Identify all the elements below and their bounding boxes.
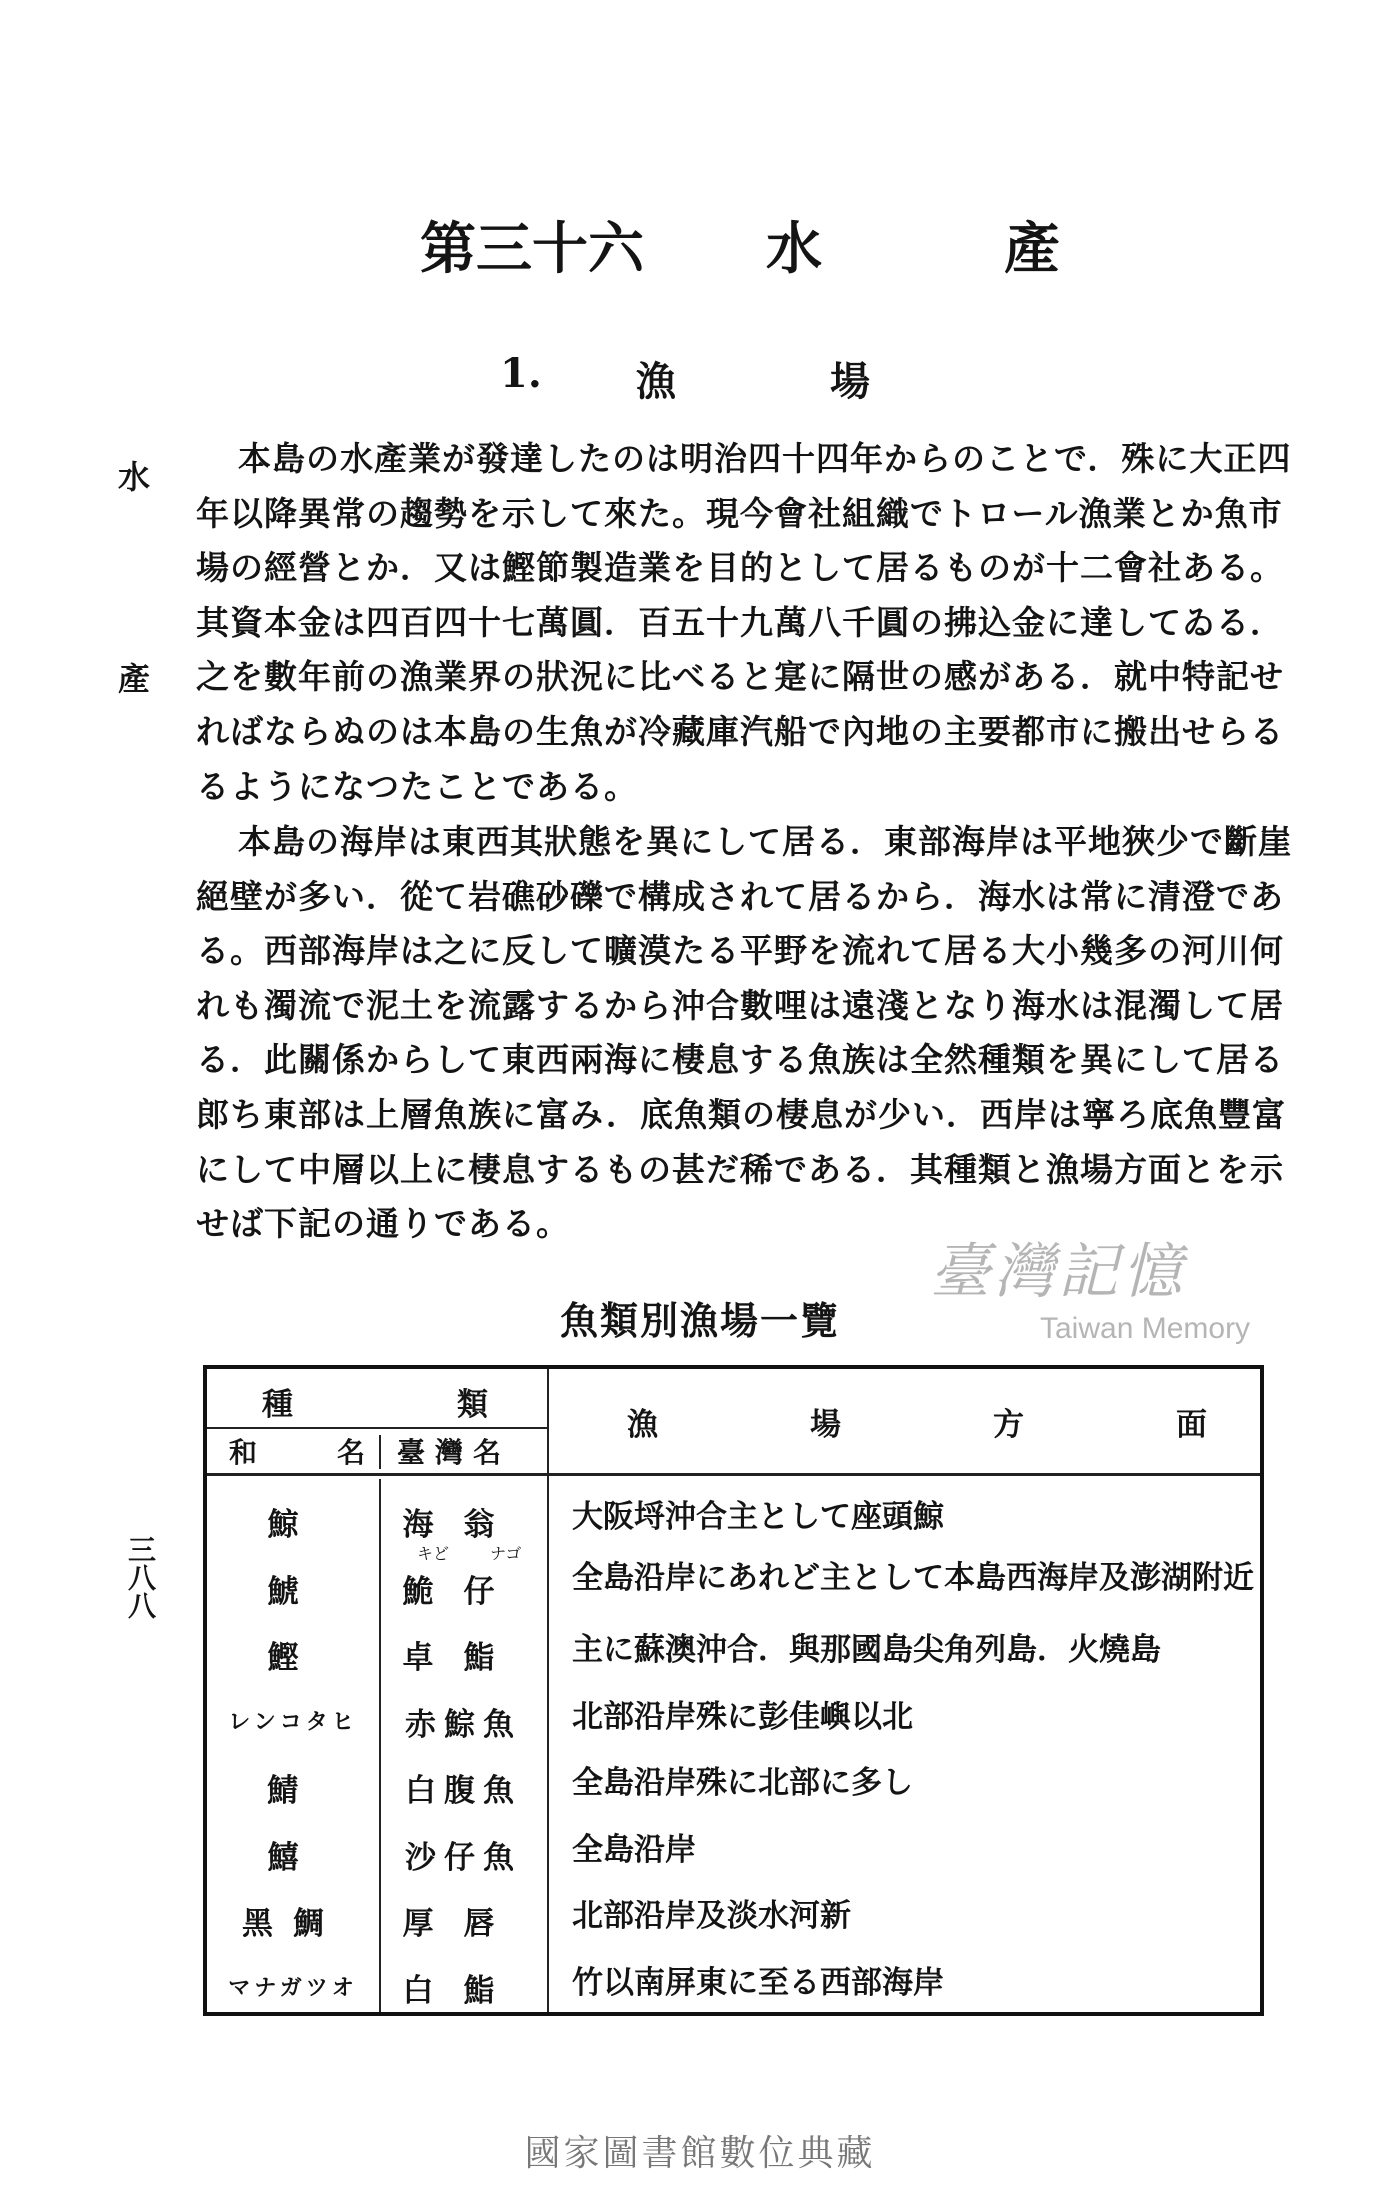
chapter-word-2: 產 <box>1004 216 1060 282</box>
fishing-ground-cell: 竹以南屏東に至る西部海岸 <box>572 1964 944 2001</box>
text-line: にして中層以上に棲息するもの甚だ稀である．其種類と漁場方面とを示 <box>196 1149 1284 1189</box>
text-line: 之を數年前の漁業界の狀況に比べると寔に隔世の感がある．就中特記せ <box>196 657 1284 697</box>
text-line: 其資本金は四百四十七萬圓．百五十九萬八千圓の拂込金に達してゐる． <box>196 602 1284 642</box>
header-kind-1: 種 <box>262 1387 293 1423</box>
watermark-logo <box>930 1236 1260 1356</box>
japanese-name-cell: 鯖 <box>267 1773 319 1809</box>
japanese-name-cell: 鰹 <box>267 1640 319 1676</box>
taiwanese-name-cell: 白腹魚 <box>405 1773 522 1809</box>
fishing-ground-cell: 主に蘇澳沖合．與那國島尖角列島．火燒島 <box>572 1632 1161 1668</box>
fishing-ground-table <box>203 1365 1264 2016</box>
text-line: 場の經營とか．又は鰹節製造業を目的として居るものが十二會社ある。 <box>196 548 1284 588</box>
header-char: 面 <box>1176 1407 1207 1443</box>
header-taiwanese: 臺灣名 <box>397 1436 512 1469</box>
header-char: 方 <box>993 1407 1024 1443</box>
taiwanese-name-cell: 鮠仔 <box>402 1573 525 1610</box>
fishing-ground-cell: 北部沿岸及淡水河新 <box>572 1898 851 1934</box>
text-line: 郎ち東部は上層魚族に富み．底魚類の棲息が少い．西岸は寧ろ底魚豐富 <box>196 1095 1286 1134</box>
section-word-1: 漁 <box>635 358 676 405</box>
chapter-word-1: 水 <box>766 216 822 282</box>
chapter-number: 第三十六 <box>420 216 644 282</box>
fishing-ground-cell: 全島沿岸にあれど主として本島西海岸及澎湖附近 <box>572 1559 1254 1596</box>
header-char: 漁 <box>627 1407 658 1443</box>
taiwanese-name-cell: 赤鯮魚 <box>405 1706 522 1743</box>
text-line: る．此關係からして東西兩海に棲息する魚族は全然種類を異にして居る <box>196 1040 1284 1080</box>
taiwanese-name-cell: 海翁 <box>402 1507 525 1543</box>
fishing-ground-cell: 全島沿岸 <box>572 1831 696 1868</box>
taiwanese-name-cell: 沙仔魚 <box>405 1839 522 1876</box>
header-fishing-ground <box>627 1399 1207 1444</box>
text-line: 絕壁が多い．從て岩礁砂礫で構成されて居るから．海水は常に清澄であ <box>196 876 1284 916</box>
header-char: 場 <box>810 1407 841 1443</box>
fishing-ground-cell: 大阪埒沖合主として座頭鯨 <box>572 1499 944 1535</box>
fishing-ground-cell: 全島沿岸殊に北部に多し <box>572 1765 913 1801</box>
taiwanese-name-cell: 卓鮨 <box>402 1640 525 1676</box>
ruby-annotation: ナゴ <box>490 1543 522 1563</box>
japanese-name-cell: 鯨 <box>267 1507 319 1543</box>
text-line: 本島の水產業が發達したのは明治四十四年からのことで．殊に大正四 <box>238 439 1292 478</box>
text-line: れも濁流で泥土を流露するから沖合數哩は遠淺となり海水は混濁して居 <box>196 985 1284 1025</box>
table-title: 魚類別漁場一覽 <box>559 1298 840 1343</box>
ruby-annotation: キど <box>417 1543 450 1563</box>
margin-note: 產 <box>118 660 151 698</box>
japanese-name-cell: レンコタヒ <box>228 1708 358 1735</box>
fishing-ground-cell: 北部沿岸殊に彭佳嶼以北 <box>572 1698 913 1735</box>
section-word-2: 場 <box>829 358 870 405</box>
text-line: るようになつたことである。 <box>196 766 638 806</box>
footer-collection: 國家圖書館數位典藏 <box>524 2133 876 2174</box>
japanese-name-cell: 黑鯛 <box>242 1906 344 1942</box>
section-number: 1. <box>500 350 542 397</box>
text-line: せば下記の通りである。 <box>196 1204 570 1244</box>
section-title <box>500 350 870 407</box>
taiwanese-name-cell: 厚唇 <box>402 1906 525 1942</box>
text-line: 年以降異常の趨勢を示して來た。現今會社組織でトロール漁業とか魚市 <box>196 493 1283 533</box>
japanese-name-cell: マナガツオ <box>228 1974 358 2001</box>
header-japanese-1: 和 <box>229 1436 258 1469</box>
chapter-title <box>420 205 1060 285</box>
header-kind-2: 類 <box>457 1387 488 1423</box>
text-line: る。西部海岸は之に反して曠漠たる平野を流れて居る大小幾多の河川何 <box>196 931 1284 971</box>
margin-note: 水 <box>118 458 151 496</box>
text-line: ればならぬのは本島の生魚が冷藏庫汽船で內地の主要都市に搬出せらる <box>196 712 1284 751</box>
japanese-name-cell: 鱚 <box>267 1839 319 1876</box>
text-line: 本島の海岸は東西其狀態を異にして居る．東部海岸は平地狹少で斷崖 <box>238 822 1292 861</box>
header-japanese-2: 名 <box>337 1436 366 1469</box>
watermark-chinese: 臺灣記憶 <box>930 1237 1186 1307</box>
watermark-english: Taiwan Memory <box>1040 1312 1251 1345</box>
japanese-name-cell: 鯱 <box>267 1573 319 1610</box>
taiwanese-name-cell: 白鮨 <box>402 1972 525 2009</box>
page-number: 三八八 <box>124 1535 157 1619</box>
